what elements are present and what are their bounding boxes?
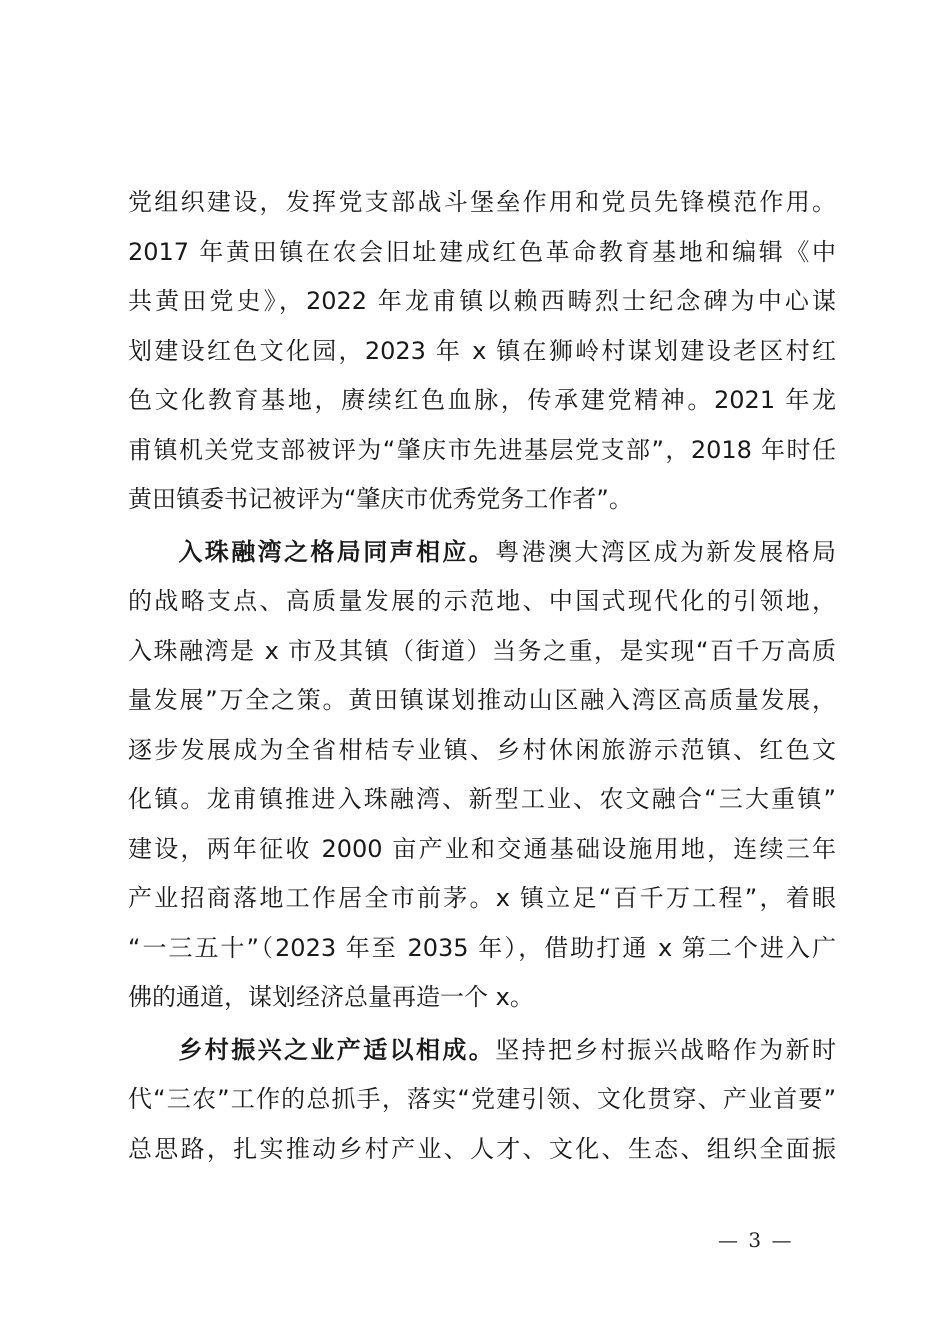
paragraph-line: 黄田镇委书记被评为“肇庆市优秀党务工作者”。: [128, 485, 633, 513]
paragraph-line: 的战略支点、高质量发展的示范地、中国式现代化的引领地，: [128, 587, 836, 615]
paragraph-first-line: [128, 528, 836, 578]
paragraph-line: 2017 年黄田镇在农会旧址建成红色革命教育基地和编辑《中: [128, 237, 836, 266]
paragraph-first-line: [128, 1026, 836, 1076]
paragraph-line: 量发展”万全之策。黄田镇谋划推动山区融入湾区高质量发展，: [128, 686, 836, 714]
paragraph-line: 总思路，扎实推动乡村产业、人才、文化、生态、组织全面振: [128, 1134, 836, 1163]
paragraph-line: 逐步发展成为全省柑桔专业镇、乡村休闲旅游示范镇、红色文: [128, 735, 836, 764]
paragraph-line: 入珠融湾是 x 市及其镇（街道）当务之重，是实现“百千万高质: [128, 636, 836, 665]
paragraph-line: 党组织建设，发挥党支部战斗堡垒作用和党员先锋模范作用。: [128, 188, 836, 216]
paragraph-line: 佛的通道，谋划经济总量再造一个 x。: [128, 983, 534, 1011]
paragraph-line: 甫镇机关党支部被评为“肇庆市先进基层党支部”，2018 年时任: [128, 435, 836, 464]
paragraph-heading: 乡村振兴之业产适以相成。: [176, 1035, 496, 1064]
page-number: — 3 —: [718, 1228, 794, 1252]
paragraph-line: 产业招商落地工作居全市前茅。x 镇立足“百千万工程”，着眼: [128, 884, 836, 912]
paragraph-heading: 入珠融湾之格局同声相应。: [176, 537, 496, 566]
paragraph-line: 化镇。龙甫镇推进入珠融湾、新型工业、农文融合“三大重镇”: [128, 785, 836, 813]
paragraph-line: “一三五十”（2023 年至 2035 年），借助打通 x 第二个进入广: [128, 933, 836, 962]
paragraph-line: 建设，两年征收 2000 亩产业和交通基础设施用地，连续三年: [128, 834, 836, 863]
paragraph-line: 代“三农”工作的总抓手，落实“党建引领、文化贯穿、产业首要”: [128, 1085, 836, 1113]
paragraph-text: 坚持把乡村振兴战略作为新时: [495, 1035, 837, 1064]
paragraph-line: 色文化教育基地，赓续红色血脉，传承建党精神。2021 年龙: [128, 386, 836, 414]
paragraph-line: 划建设红色文化园，2023 年 x 镇在狮岭村谋划建设老区村红: [128, 336, 836, 365]
paragraph-line: 共黄田党史》，2022 年龙甫镇以赖西畴烈士纪念碑为中心谋: [128, 287, 836, 315]
paragraph-text: 粤港澳大湾区成为新发展格局: [495, 537, 837, 566]
document-body: [128, 178, 836, 1174]
